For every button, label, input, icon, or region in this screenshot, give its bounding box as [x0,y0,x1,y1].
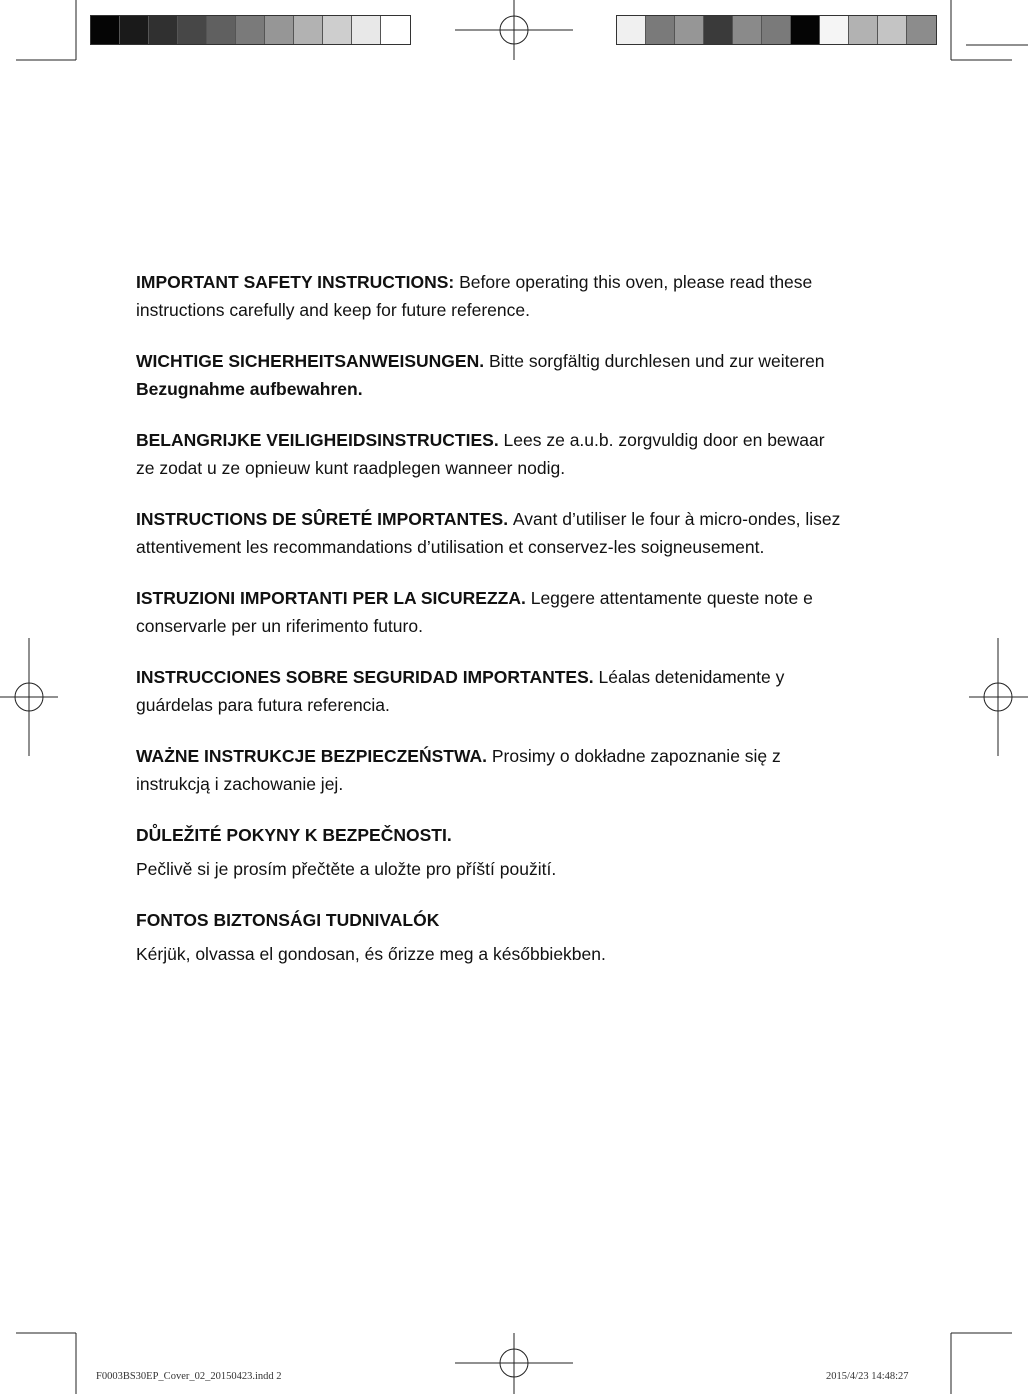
instruction-heading: ISTRUZIONI IMPORTANTI PER LA SICUREZZA. [136,588,531,608]
instruction-text: guárdelas para futura referencia. [136,695,390,715]
color-calibration-bar-right [616,15,937,45]
instruction-paragraph [136,347,906,403]
color-swatch [733,16,762,44]
color-swatch [352,16,381,44]
safety-instructions-text [136,268,906,991]
instruction-text: Prosimy o dokładne zapoznanie się z [491,746,781,766]
instruction-paragraph [136,663,906,719]
instruction-heading: IMPORTANT SAFETY INSTRUCTIONS: [136,272,460,292]
instruction-text: Before operating this oven, please read these [459,272,813,292]
instruction-paragraph [136,855,906,883]
instruction-text: Avant d’utiliser le four à micro-ondes, lisez [512,509,841,529]
instruction-heading: Bezugnahme aufbewahren. [136,379,363,399]
color-swatch [762,16,791,44]
instruction-heading: INSTRUCTIONS DE SÛRETÉ IMPORTANTES. [136,509,513,529]
instruction-paragraph [136,268,906,324]
registration-mark-right [969,638,1028,756]
registration-mark-left [0,638,58,756]
color-swatch [878,16,907,44]
instruction-heading: WICHTIGE SICHERHEITSANWEISUNGEN. [136,351,489,371]
color-swatch [120,16,149,44]
color-swatch [675,16,704,44]
color-swatch [791,16,820,44]
instruction-text: attentivement les recommandations d’utilisation et conservez-les soigneusement. [136,537,765,557]
instruction-paragraph [136,742,906,798]
instruction-text: instrukcją i zachowanie jej. [136,774,344,794]
instruction-paragraph [136,906,906,934]
instruction-text: Leggere attentamente queste note e [530,588,813,608]
instruction-text: Kérjük, olvassa el gondosan, és őrizze meg a későbbiekben. [136,944,606,964]
instruction-text: instructions carefully and keep for future reference. [136,300,530,320]
color-swatch [265,16,294,44]
color-swatch [849,16,878,44]
instruction-paragraph [136,584,906,640]
instruction-heading: BELANGRIJKE VEILIGHEIDSINSTRUCTIES. [136,430,504,450]
color-swatch [149,16,178,44]
instruction-text: ze zodat u ze opnieuw kunt raadplegen wanneer nodig. [136,458,566,478]
instruction-text: Bitte sorgfältig durchlesen und zur weiteren [488,351,825,371]
instruction-text: conservarle per un riferimento futuro. [136,616,423,636]
registration-mark-top [455,0,573,60]
color-swatch [646,16,675,44]
color-swatch [704,16,733,44]
color-swatch [381,16,410,44]
color-swatch [207,16,236,44]
color-swatch [236,16,265,44]
instruction-text: Léalas detenidamente y [598,667,785,687]
instruction-heading: WAŻNE INSTRUKCJE BEZPIECZEŃSTWA. [136,746,492,766]
instruction-paragraph [136,505,906,561]
color-calibration-bar-left [90,15,411,45]
instruction-text: Pečlivě si je prosím přečtěte a uložte pro příští použití. [136,859,557,879]
instruction-paragraph [136,821,906,849]
instruction-heading: INSTRUCCIONES SOBRE SEGURIDAD IMPORTANTES. [136,667,599,687]
instruction-paragraph [136,940,906,968]
color-swatch [907,16,936,44]
color-swatch [91,16,120,44]
color-swatch [323,16,352,44]
instruction-heading: DŮLEŽITÉ POKYNY K BEZPEČNOSTI. [136,825,452,845]
color-swatch [617,16,646,44]
color-swatch [294,16,323,44]
registration-mark-bottom [455,1333,573,1394]
instruction-paragraph [136,426,906,482]
footer-filename: F0003BS30EP_Cover_02_20150423.indd 2 [96,1371,282,1382]
color-swatch [178,16,207,44]
instruction-heading: FONTOS BIZTONSÁGI TUDNIVALÓK [136,910,440,930]
instruction-text: Lees ze a.u.b. zorgvuldig door en bewaar [503,430,825,450]
color-swatch [820,16,849,44]
footer-timestamp: 2015/4/23 14:48:27 [826,1371,909,1382]
